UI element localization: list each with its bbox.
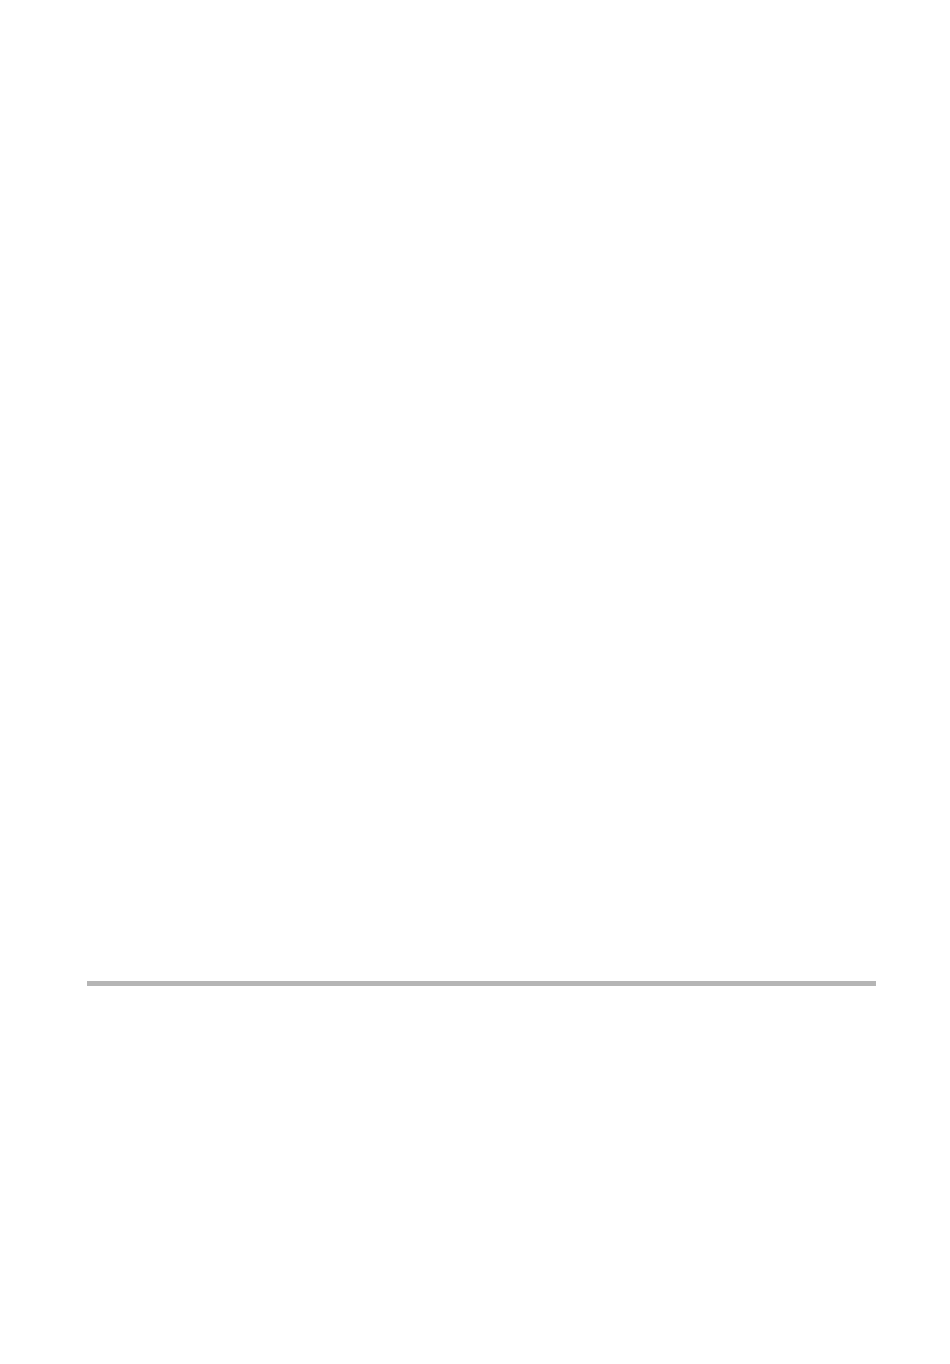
heading-rule xyxy=(87,981,876,986)
